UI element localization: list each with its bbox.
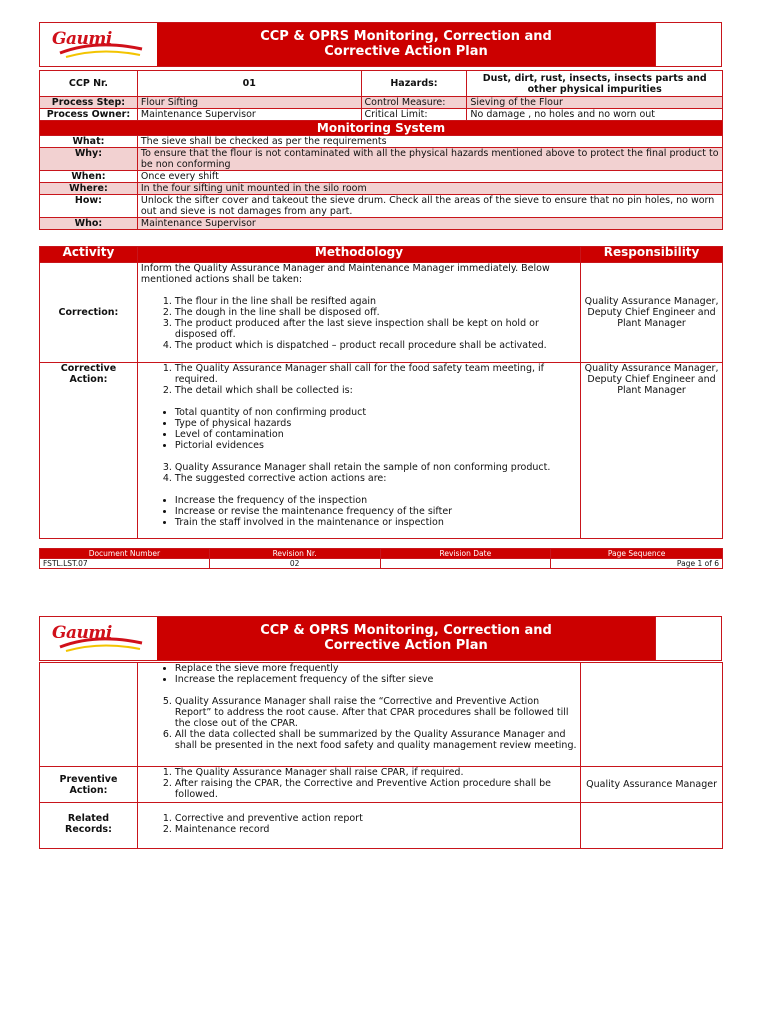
- doc-number-value: FSTL.LST.07: [40, 559, 210, 569]
- logo: Gaumi: [52, 623, 112, 643]
- list-item: • Level of contamination: [175, 429, 577, 440]
- logo-cell: [40, 617, 158, 660]
- list-item: • Increase the frequency of the inspection: [175, 495, 577, 506]
- revision-nr-value: 02: [209, 559, 380, 569]
- list-item: 2. The detail which shall be collected is:: [175, 385, 577, 396]
- process-owner-label: Process Owner:: [40, 109, 138, 121]
- preventive-methodology: [137, 767, 580, 803]
- list-item: 2. The dough in the line shall be disposed off.: [175, 307, 577, 318]
- critical-limit-label: Critical Limit:: [361, 109, 467, 121]
- why-value: To ensure that the flour is not contaminated with all the physical hazards mentioned above to protect the final product to be non conforming: [137, 148, 722, 171]
- activity-header: Activity: [40, 247, 138, 263]
- list-item: 4. The suggested corrective action actions are:: [175, 473, 577, 484]
- where-label: Where:: [40, 183, 138, 195]
- logo-cell: [40, 23, 158, 66]
- page-header: [39, 22, 722, 67]
- who-value: Maintenance Supervisor: [137, 218, 722, 230]
- responsibility-header: Responsibility: [581, 247, 723, 263]
- hazards-value: Dust, dirt, rust, insects, insects parts and other physical impurities: [467, 71, 723, 97]
- page-title: CCP & OPRS Monitoring, Correction and Corrective Action Plan: [157, 23, 655, 66]
- related-records-label: Related Records:: [40, 803, 138, 849]
- hazards-label: Hazards:: [361, 71, 467, 97]
- when-value: Once every shift: [137, 171, 722, 183]
- header-blank-cell: [655, 23, 722, 66]
- where-value: In the four sifting unit mounted in the silo room: [137, 183, 722, 195]
- preventive-action-label: Preventive Action:: [40, 767, 138, 803]
- header-blank-cell: [655, 617, 722, 660]
- correction-responsibility: Quality Assurance Manager, Deputy Chief Engineer and Plant Manager: [581, 263, 723, 363]
- what-value: The sieve shall be checked as per the requirements: [137, 136, 722, 148]
- document-footer: [39, 548, 723, 569]
- correction-steps: [141, 296, 577, 351]
- list-item: 5. Quality Assurance Manager shall raise the “Corrective and Preventive Action Report” to address the root cause. After that CPAR procedures shall be followed till the close out of the CPAR.: [175, 696, 577, 729]
- correction-label: Correction:: [40, 263, 138, 363]
- activity-table: [39, 246, 723, 539]
- list-item: 4. The product which is dispatched – product recall procedure shall be activated.: [175, 340, 577, 351]
- logo: Gaumi: [52, 29, 112, 49]
- doc-number-header: Document Number: [40, 549, 210, 559]
- list-item: 3. Quality Assurance Manager shall retain the sample of non conforming product.: [175, 462, 577, 473]
- preventive-responsibility: Quality Assurance Manager: [581, 767, 723, 803]
- how-label: How:: [40, 195, 138, 218]
- page-title: CCP & OPRS Monitoring, Correction and Corrective Action Plan: [157, 617, 655, 660]
- correction-methodology: Inform the Quality Assurance Manager and Maintenance Manager immediately. Below mentioned actions shall be taken: 1. The flour in the line shall be resifted again 2. The dough in the line shall be disposed off. 3. The product produced after the last sieve inspection shall be kept on hold or disposed off. 4. The product which is dispatched – product recall procedure shall be activated.: [137, 263, 580, 363]
- corrective-action-label: Corrective Action:: [40, 363, 138, 539]
- what-label: What:: [40, 136, 138, 148]
- revision-nr-header: Revision Nr.: [209, 549, 380, 559]
- list-item: 1. The Quality Assurance Manager shall call for the food safety team meeting, if required.: [175, 363, 577, 385]
- when-label: When:: [40, 171, 138, 183]
- critical-limit-value: No damage , no holes and no worn out: [467, 109, 723, 121]
- list-item: • Replace the sieve more frequently: [175, 663, 577, 674]
- list-item: • Total quantity of non confirming product: [175, 407, 577, 418]
- corrective-methodology-continued: [137, 663, 580, 767]
- revision-date-header: Revision Date: [380, 549, 551, 559]
- list-item: • Pictorial evidences: [175, 440, 577, 451]
- related-records: [137, 803, 580, 849]
- page-header-2: [39, 616, 722, 661]
- list-item: • Train the staff involved in the maintenance or inspection: [175, 517, 577, 528]
- page-sequence-value: Page 1 of 6: [551, 559, 723, 569]
- list-item: 1. The flour in the line shall be resifted again: [175, 296, 577, 307]
- page-sequence-header: Page Sequence: [551, 549, 723, 559]
- list-item: 2. Maintenance record: [175, 824, 577, 835]
- process-step-value: Flour Sifting: [137, 97, 361, 109]
- why-label: Why:: [40, 148, 138, 171]
- process-owner-value: Maintenance Supervisor: [137, 109, 361, 121]
- who-label: Who:: [40, 218, 138, 230]
- list-item: • Type of physical hazards: [175, 418, 577, 429]
- activity-table-continued: [39, 662, 723, 849]
- control-measure-label: Control Measure:: [361, 97, 467, 109]
- revision-date-value: [380, 559, 551, 569]
- list-item: 1. The Quality Assurance Manager shall raise CPAR, if required.: [175, 767, 577, 778]
- corrective-responsibility: Quality Assurance Manager, Deputy Chief Engineer and Plant Manager: [581, 363, 723, 539]
- methodology-header: Methodology: [137, 247, 580, 263]
- ccp-label: CCP Nr.: [40, 71, 138, 97]
- list-item: 2. After raising the CPAR, the Corrective and Preventive Action procedure shall be followed.: [175, 778, 577, 800]
- info-table: [39, 70, 723, 230]
- corrective-methodology: [137, 363, 580, 539]
- list-item: • Increase the replacement frequency of the sifter sieve: [175, 674, 577, 685]
- list-item: 1. Corrective and preventive action report: [175, 813, 577, 824]
- control-measure-value: Sieving of the Flour: [467, 97, 723, 109]
- list-item: 3. The product produced after the last sieve inspection shall be kept on hold or disposed off.: [175, 318, 577, 340]
- list-item: 6. All the data collected shall be summarized by the Quality Assurance Manager and shall be presented in the next food safety and quality management review meeting.: [175, 729, 577, 751]
- how-value: Unlock the sifter cover and takeout the sieve drum. Check all the areas of the sieve to ensure that no pin holes, no worn out and sieve is not damages from any part.: [137, 195, 722, 218]
- list-item: • Increase or revise the maintenance frequency of the sifter: [175, 506, 577, 517]
- ccp-value: 01: [137, 71, 361, 97]
- monitoring-title: Monitoring System: [40, 121, 723, 136]
- process-step-label: Process Step:: [40, 97, 138, 109]
